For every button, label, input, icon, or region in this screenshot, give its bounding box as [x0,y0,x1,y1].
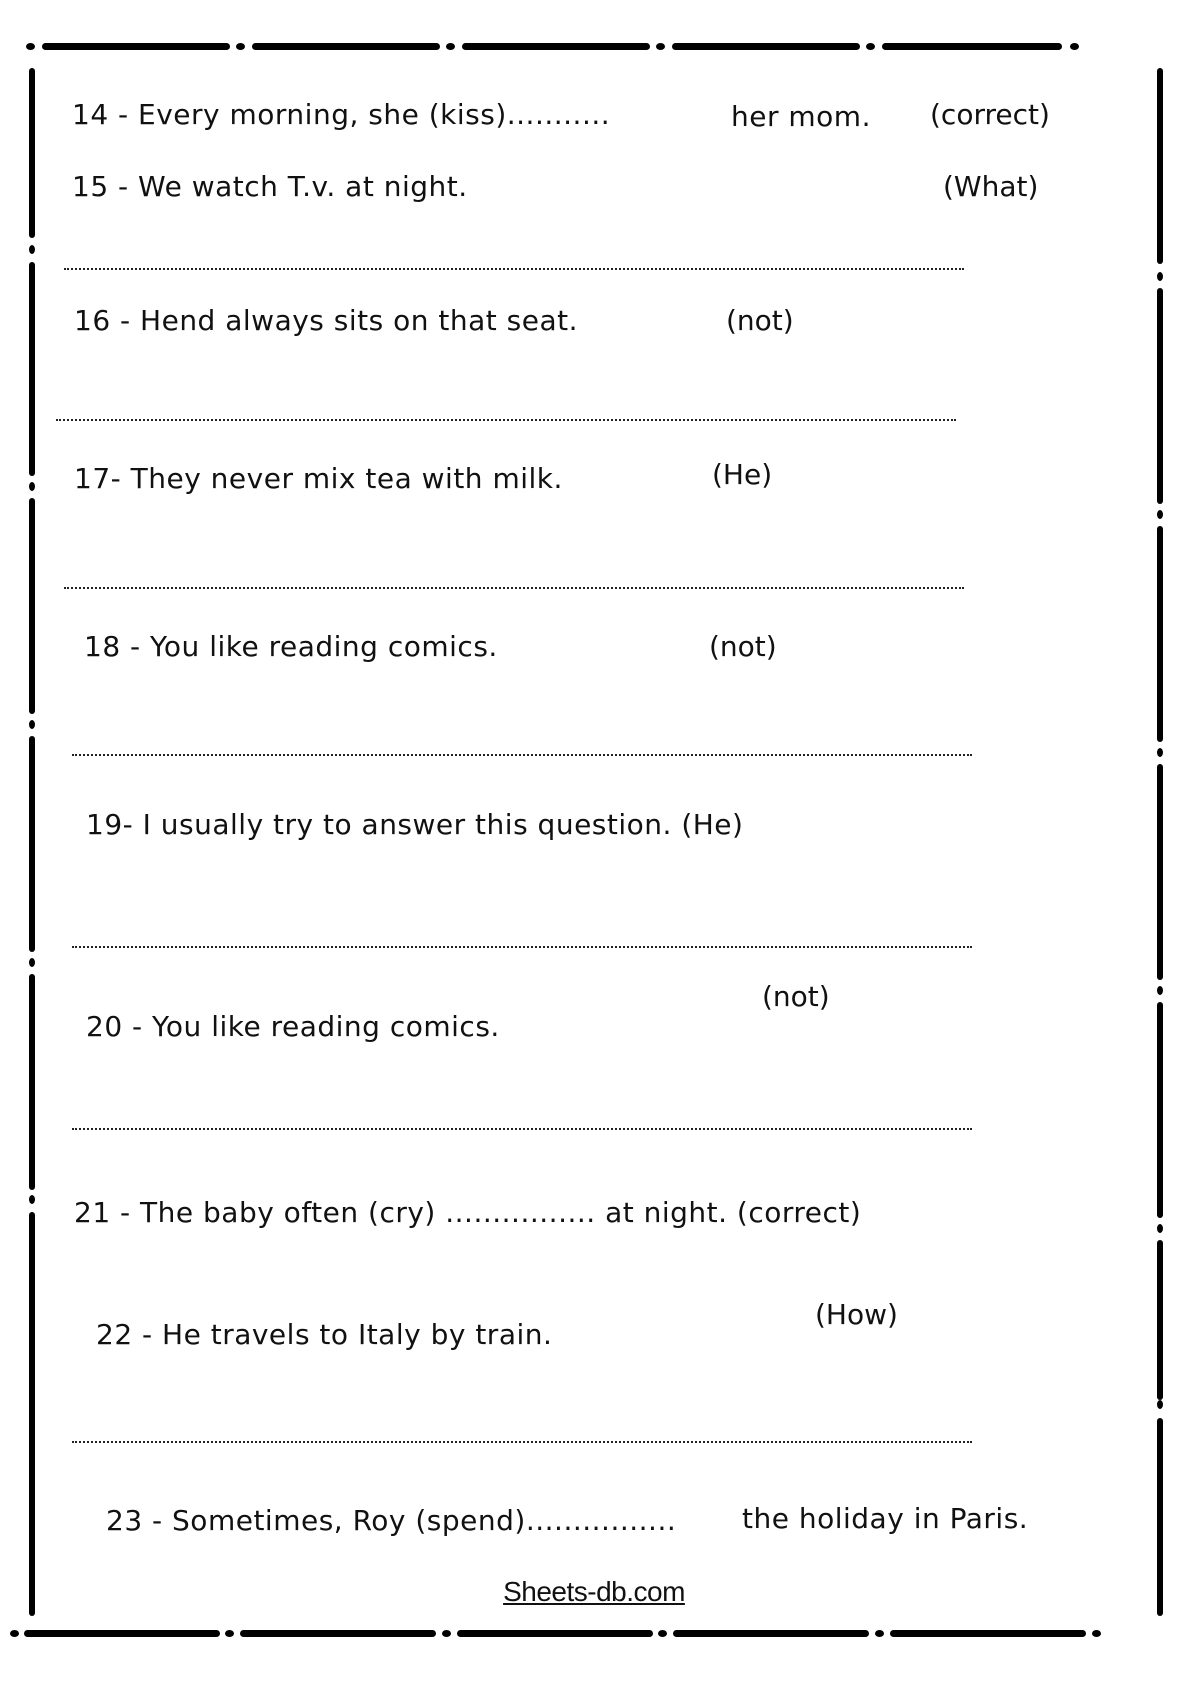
answer-line[interactable] [72,946,972,948]
border-segment [1157,526,1163,742]
answer-line[interactable] [72,754,972,756]
border-dot [1157,1400,1163,1409]
question-23: 23 - Sometimes, Roy (spend)................ [106,1504,677,1537]
border-dot [29,1400,35,1409]
border-dot [866,43,875,50]
question-14: 14 - Every morning, she (kiss)........... [72,98,611,131]
answer-line[interactable] [72,1441,972,1443]
answer-line[interactable] [56,419,956,421]
border-dot [29,482,35,491]
border-segment [29,736,35,952]
border-dot [29,245,35,254]
question-17-instruction: (He) [712,458,773,491]
border-segment [672,43,860,50]
question-23-continuation: the holiday in Paris. [742,1502,1029,1535]
border-segment [890,1630,1086,1637]
border-dot [29,720,35,729]
border-dot [225,1630,234,1637]
border-segment [29,1212,35,1428]
border-dot [1092,1630,1101,1637]
question-18-instruction: (not) [709,630,777,663]
border-segment [462,43,650,50]
answer-line[interactable] [64,268,964,270]
border-dot [442,1630,451,1637]
border-segment [882,43,1062,50]
border-segment [673,1630,869,1637]
border-dot [875,1630,884,1637]
question-19: 19- I usually try to answer this question. (He) [86,808,744,841]
border-segment [240,1630,436,1637]
border-segment [24,1630,220,1637]
question-22-instruction: (How) [815,1298,898,1331]
answer-line[interactable] [64,587,964,589]
question-15: 15 - We watch T.v. at night. [72,170,468,203]
border-segment [29,68,35,238]
border-segment [29,974,35,1190]
question-14-instruction: (correct) [930,98,1050,131]
border-dot [1157,986,1163,995]
border-segment [252,43,440,50]
border-dot [236,43,245,50]
border-dot [1157,748,1163,757]
border-dot [29,958,35,967]
question-20-instruction: (not) [762,980,830,1013]
border-dot [1157,510,1163,519]
footer [0,1576,1188,1608]
question-18: 18 - You like reading comics. [84,630,498,663]
border-dot [656,43,665,50]
border-dot [29,1195,35,1204]
question-15-instruction: (What) [943,170,1039,203]
border-segment [29,262,35,476]
border-segment [1157,764,1163,980]
question-16: 16 - Hend always sits on that seat. [74,304,579,337]
question-21: 21 - The baby often (cry) ................ at night. (correct) [74,1196,862,1229]
question-17: 17- They never mix tea with milk. [74,462,563,495]
question-22: 22 - He travels to Italy by train. [96,1318,553,1351]
border-dot [10,1630,19,1637]
border-segment [1157,288,1163,504]
border-dot [446,43,455,50]
footer-link[interactable]: Sheets-db.com [503,1576,685,1607]
border-segment [1157,1240,1163,1400]
border-segment [29,498,35,714]
border-segment [42,43,230,50]
border-dot [658,1630,667,1637]
question-16-instruction: (not) [726,304,794,337]
border-dot [26,43,35,50]
question-14-continuation: her mom. [731,100,871,133]
border-dot [1070,43,1079,50]
border-segment [1157,68,1163,264]
border-dot [1157,1224,1163,1233]
answer-line[interactable] [72,1128,972,1130]
border-dot [1157,272,1163,281]
question-20: 20 - You like reading comics. [86,1010,500,1043]
border-segment [1157,1002,1163,1218]
border-segment [457,1630,653,1637]
